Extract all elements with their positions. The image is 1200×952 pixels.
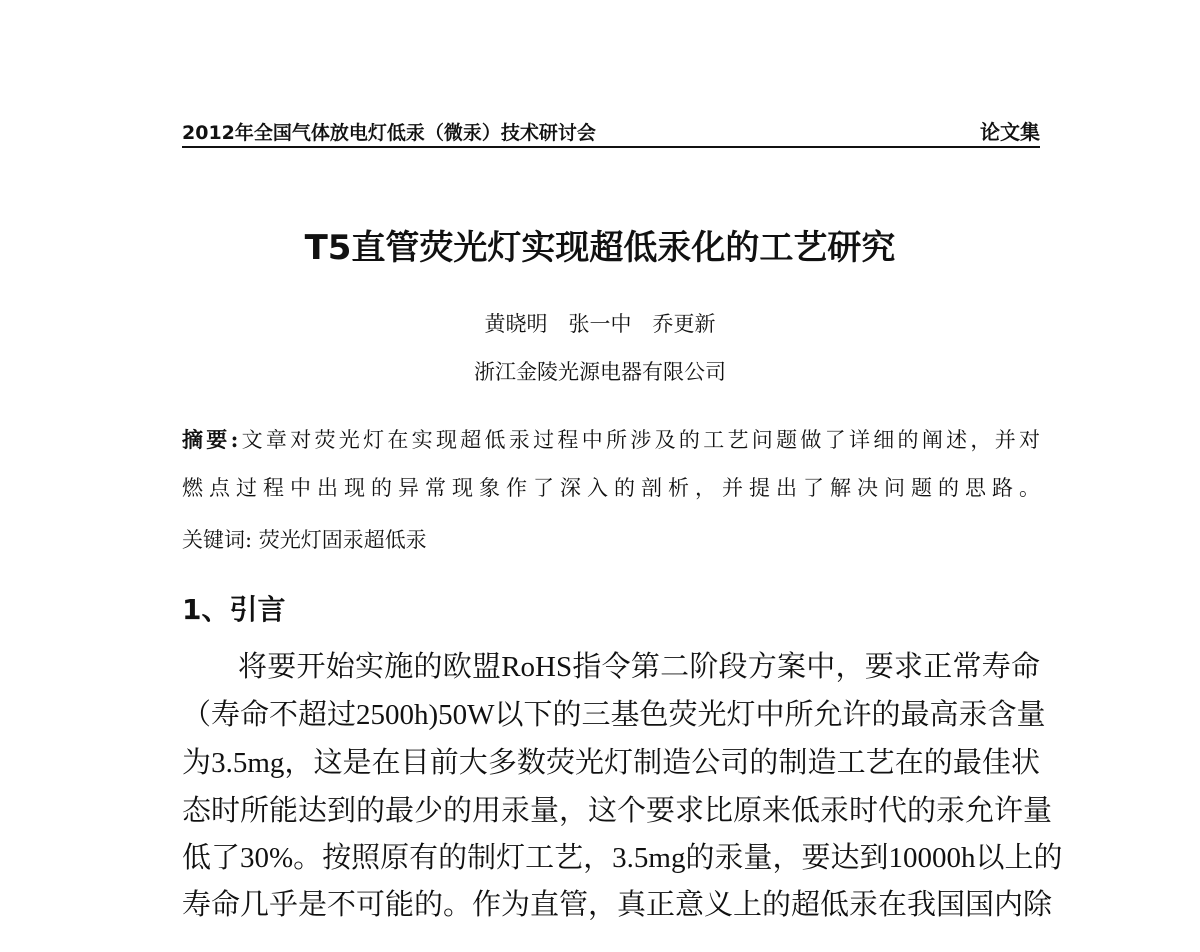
abstract-line [182,424,1040,454]
body-line: 态时所能达到的最少的用汞量，这个要求比原来低汞时代的汞允许量 [182,795,1053,827]
keywords-label: 关键词: [182,528,253,552]
conference-name: 2012年全国气体放电灯低汞（微汞）技术研讨会 [182,122,596,144]
abstract-label: 摘要: [182,427,239,452]
section-heading: 1、引言 [182,593,286,626]
keywords-value: 荧光灯固汞超低汞 [258,528,427,552]
paper-title: T5直管荧光灯实现超低汞化的工艺研究 [304,228,896,268]
affiliation: 浙江金陵光源电器有限公司 [474,360,726,384]
body-line: 低了30%。按照原有的制灯工艺，3.5mg的汞量，要达到10000h以上的 [182,842,1063,874]
authors: 黄晓明 张一中 乔更新 [484,312,716,336]
body-line: 将要开始实施的欧盟RoHS指令第二阶段方案中，要求正常寿命 [238,651,1040,683]
abstract-text: 文章对荧光灯在实现超低汞过程中所涉及的工艺问题做了详细的阐述，并对 [238,428,1040,452]
running-header [182,114,1040,148]
collection-label: 论文集 [980,120,1040,144]
body-line: 为3.5mg，这是在目前大多数荧光灯制造公司的制造工艺在的最佳状 [182,747,1040,779]
body-line: （寿命不超过2500h)50W以下的三基色荧光灯中所允许的最高汞含量 [182,699,1046,731]
keywords [182,524,1040,554]
abstract-line: 燃点过程中出现的异常现象作了深入的剖析，并提出了解决问题的思路。 [182,476,1040,500]
body-line: 寿命几乎是不可能的。作为直管，真正意义上的超低汞在我国国内除 [182,889,1053,921]
